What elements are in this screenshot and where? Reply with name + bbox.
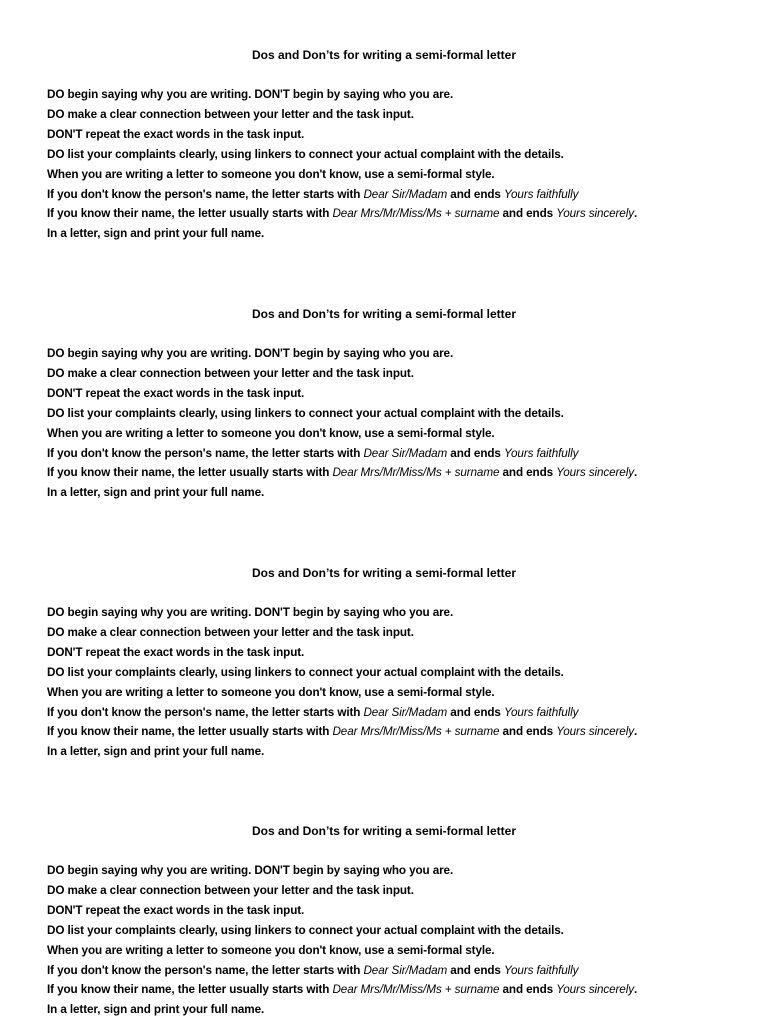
rule-line: In a letter, sign and print your full name. <box>47 227 265 241</box>
rules-list <box>47 861 727 1020</box>
rule-line: DO make a clear connection between your letter and the task input. <box>47 366 414 380</box>
rule-line: If you know their name, the letter usually starts with Dear Mrs/Mr/Miss/Ms + surname and ends Yours sincerely. <box>47 466 638 480</box>
rule-line: If you know their name, the letter usually starts with Dear Mrs/Mr/Miss/Ms + surname and ends Yours sincerely. <box>47 725 638 739</box>
rule-line: DON'T repeat the exact words in the task input. <box>47 386 305 400</box>
rule-line: In a letter, sign and print your full name. <box>47 486 265 500</box>
rule-line: If you don't know the person's name, the letter starts with Dear Sir/Madam and ends Yours faithfully <box>47 705 579 719</box>
section-title: Dos and Don’ts for writing a semi-formal letter <box>251 307 517 321</box>
rule-line: If you don't know the person's name, the letter starts with Dear Sir/Madam and ends Yours faithfully <box>47 446 579 460</box>
rule-line: DON'T repeat the exact words in the task input. <box>47 903 305 917</box>
rule-line: DO list your complaints clearly, using linkers to connect your actual complaint with the details. <box>47 665 564 679</box>
rule-line: DO make a clear connection between your letter and the task input. <box>47 883 414 897</box>
rule-line: DO begin saying why you are writing. DON'T begin by saying who you are. <box>47 864 454 877</box>
section-2 <box>47 306 727 503</box>
section-1 <box>47 47 727 244</box>
rule-line: If you don't know the person's name, the letter starts with Dear Sir/Madam and ends Yours faithfully <box>47 187 579 201</box>
rule-line: DO begin saying why you are writing. DON'T begin by saying who you are. <box>47 88 454 101</box>
section-title: Dos and Don’ts for writing a semi-formal letter <box>251 48 517 62</box>
rule-line: When you are writing a letter to someone you don't know, use a semi-formal style. <box>47 943 495 957</box>
rule-line: DO begin saying why you are writing. DON'T begin by saying who you are. <box>47 347 454 360</box>
rule-line: DON'T repeat the exact words in the task input. <box>47 645 305 659</box>
rule-line: DO begin saying why you are writing. DON'T begin by saying who you are. <box>47 606 454 619</box>
rule-line: DO make a clear connection between your letter and the task input. <box>47 107 414 121</box>
rule-line: If you know their name, the letter usually starts with Dear Mrs/Mr/Miss/Ms + surname and ends Yours sincerely. <box>47 983 638 997</box>
rule-line: When you are writing a letter to someone you don't know, use a semi-formal style. <box>47 167 495 181</box>
rule-line: When you are writing a letter to someone you don't know, use a semi-formal style. <box>47 426 495 440</box>
section-title: Dos and Don’ts for writing a semi-formal letter <box>251 566 517 580</box>
rule-line: If you don't know the person's name, the letter starts with Dear Sir/Madam and ends Yours faithfully <box>47 963 579 977</box>
rule-line: DO list your complaints clearly, using linkers to connect your actual complaint with the details. <box>47 147 564 161</box>
rule-line: In a letter, sign and print your full name. <box>47 745 265 759</box>
rule-line: DO list your complaints clearly, using linkers to connect your actual complaint with the details. <box>47 923 564 937</box>
section-3 <box>47 565 727 762</box>
rules-list <box>47 85 727 244</box>
rules-list <box>47 603 727 762</box>
rule-line: DON'T repeat the exact words in the task input. <box>47 127 305 141</box>
section-title: Dos and Don’ts for writing a semi-formal letter <box>251 824 517 838</box>
rule-line: If you know their name, the letter usually starts with Dear Mrs/Mr/Miss/Ms + surname and ends Yours sincerely. <box>47 207 638 221</box>
rule-line: In a letter, sign and print your full name. <box>47 1003 265 1017</box>
section-4 <box>47 823 727 1020</box>
rule-line: When you are writing a letter to someone you don't know, use a semi-formal style. <box>47 685 495 699</box>
rules-list <box>47 344 727 503</box>
rule-line: DO list your complaints clearly, using linkers to connect your actual complaint with the details. <box>47 406 564 420</box>
rule-line: DO make a clear connection between your letter and the task input. <box>47 625 414 639</box>
